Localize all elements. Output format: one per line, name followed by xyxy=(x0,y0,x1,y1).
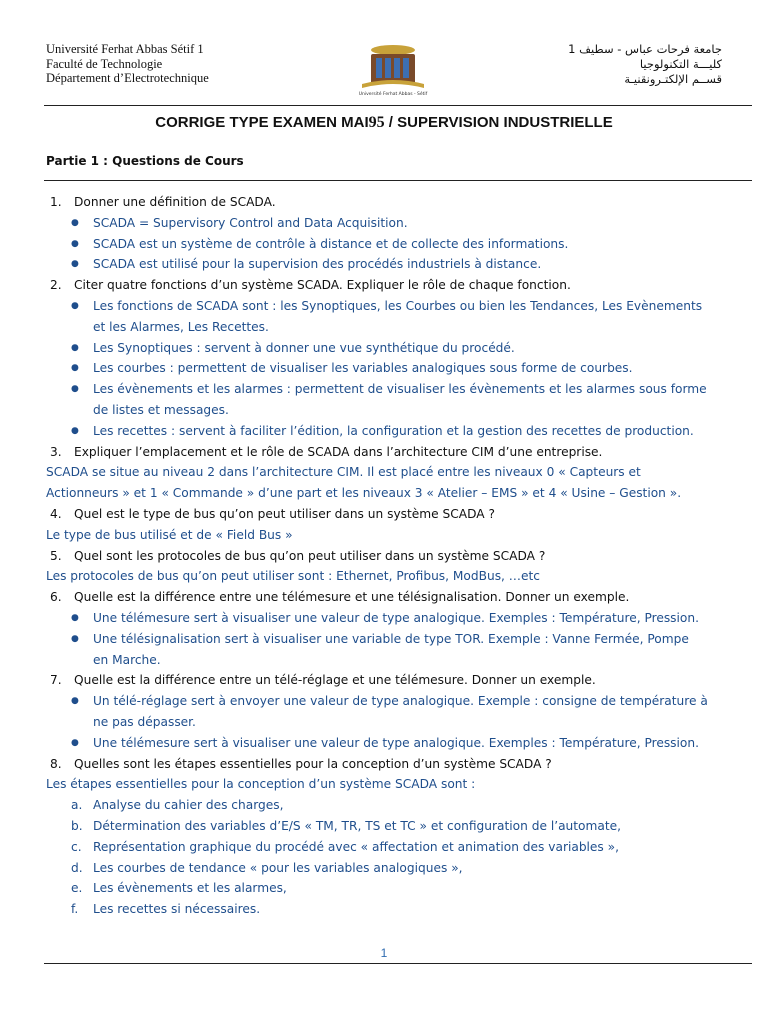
header-divider xyxy=(44,105,752,106)
step-letter: e. xyxy=(71,881,83,896)
bullet-icon: ● xyxy=(71,737,79,748)
bullet-icon: ● xyxy=(71,363,79,374)
answer-continuation xyxy=(0,317,768,338)
page-number: 1 xyxy=(380,946,388,960)
university-logo xyxy=(354,40,432,98)
step-letter: b. xyxy=(71,818,83,833)
answer-item xyxy=(0,338,768,359)
question-text: Expliquer l’emplacement et le rôle de SCADA dans l’architecture CIM d’une entreprise. xyxy=(74,444,603,459)
logo-text: Université Ferhat Abbas - Sétif xyxy=(358,92,428,97)
step-text: Les courbes de tendance « pour les variables analogiques », xyxy=(93,860,463,875)
step-item xyxy=(0,795,768,816)
answer-text: Actionneurs » et 1 « Commande » d’une part et les niveaux 3 « Atelier – EMS » et 4 « Usine – Gestion ». xyxy=(46,486,682,501)
answer-item xyxy=(0,629,768,650)
university-header-french xyxy=(46,42,209,86)
page-title xyxy=(0,114,768,132)
answer-text: Un télé-réglage sert à envoyer une valeur de type analogique. Exemple : consigne de température à xyxy=(93,694,708,709)
answer-text: Les fonctions de SCADA sont : les Synoptiques, les Courbes ou bien les Tendances, Les Evènements xyxy=(93,298,703,313)
answer-text: SCADA est un système de contrôle à distance et de collecte des informations. xyxy=(93,236,569,251)
question-text: Donner une définition de SCADA. xyxy=(74,195,276,209)
answer-item xyxy=(0,691,768,712)
section-divider xyxy=(44,180,752,181)
question-number: 1. xyxy=(50,195,62,209)
questions-list xyxy=(0,192,768,920)
answer-text: Une télésignalisation sert à visualiser une variable de type TOR. Exemple : Vanne Fermée, Pompe xyxy=(93,631,689,646)
step-item xyxy=(0,816,768,837)
answer-text: et les Alarmes, Les Recettes. xyxy=(93,319,269,334)
footer-divider xyxy=(44,963,752,964)
question-5 xyxy=(0,546,768,567)
bullet-icon: ● xyxy=(71,696,79,707)
question-8 xyxy=(0,754,768,775)
question-number: 7. xyxy=(50,673,62,688)
bullet-icon: ● xyxy=(71,612,79,623)
faculty-name: Faculté de Technologie xyxy=(46,56,163,71)
question-text: Quelle est la différence entre un télé-réglage et une télémesure. Donner un exemple. xyxy=(74,673,596,688)
logo-banner xyxy=(371,45,415,55)
question-number: 6. xyxy=(50,590,62,605)
question-4 xyxy=(0,504,768,525)
step-letter: d. xyxy=(71,860,83,875)
question-text: Quel est le type de bus qu’on peut utiliser dans un système SCADA ? xyxy=(74,506,495,521)
title-part-3: / SUPERVISION INDUSTRIELLE xyxy=(384,114,613,131)
step-item xyxy=(0,878,768,899)
bullet-icon: ● xyxy=(71,384,79,395)
step-text: Représentation graphique du procédé avec « affectation et animation des variables », xyxy=(93,839,619,854)
answer-item xyxy=(0,379,768,400)
answer-text: SCADA est utilisé pour la supervision des procédés industriels à distance. xyxy=(93,257,542,272)
question-3 xyxy=(0,442,768,463)
answer-text: Une télémesure sert à visualiser une valeur de type analogique. Exemples : Température, Pression. xyxy=(93,610,699,625)
title-part-1: CORRIGE TYPE EXAMEN MAI xyxy=(155,114,369,131)
question-number: 8. xyxy=(50,756,62,771)
bullet-icon: ● xyxy=(71,425,79,436)
answer-text: SCADA se situe au niveau 2 dans l’architecture CIM. Il est placé entre les niveaux 0 « Capteurs et xyxy=(46,465,641,480)
section-heading: Partie 1 : Questions de Cours xyxy=(46,154,244,168)
answer-item xyxy=(0,254,768,275)
answer-paragraph xyxy=(0,774,768,795)
question-text: Quelle est la différence entre une télémesure et une télésignalisation. Donner un exemple. xyxy=(74,590,630,605)
question-number: 5. xyxy=(50,548,62,563)
answer-text: Le type de bus utilisé et de « Field Bus » xyxy=(46,527,293,542)
step-text: Les évènements et les alarmes, xyxy=(93,881,287,896)
step-text: Les recettes si nécessaires. xyxy=(93,902,261,917)
step-text: Analyse du cahier des charges, xyxy=(93,798,284,813)
step-text: Détermination des variables d’E/S « TM, TR, TS et TC » et configuration de l’automate, xyxy=(93,818,622,833)
university-name: Université Ferhat Abbas Sétif 1 xyxy=(46,42,204,56)
answer-item xyxy=(0,234,768,255)
answer-item xyxy=(0,733,768,754)
step-letter: a. xyxy=(71,798,83,813)
answer-item xyxy=(0,608,768,629)
bullet-icon: ● xyxy=(71,217,79,228)
question-7 xyxy=(0,670,768,691)
question-text: Quelles sont les étapes essentielles pour la conception d’un système SCADA ? xyxy=(74,756,552,771)
answer-paragraph xyxy=(0,566,768,587)
answer-text: Les protocoles de bus qu’on peut utiliser sont : Ethernet, Profibus, ModBus, …etc xyxy=(46,569,540,584)
step-item xyxy=(0,837,768,858)
question-number: 3. xyxy=(50,444,62,459)
university-header-arabic xyxy=(568,42,722,87)
logo-window xyxy=(385,58,391,78)
answer-paragraph xyxy=(0,483,768,504)
department-name: Département d’Electrotechnique xyxy=(46,71,209,85)
question-number: 2. xyxy=(50,278,62,293)
logo-window xyxy=(394,58,400,78)
answer-paragraph xyxy=(0,462,768,483)
answer-text: ne pas dépasser. xyxy=(93,714,196,729)
question-text: Quel sont les protocoles de bus qu’on peut utiliser dans un système SCADA ? xyxy=(74,548,546,563)
answer-text: en Marche. xyxy=(93,652,161,667)
bullet-icon: ● xyxy=(71,342,79,353)
answer-item xyxy=(0,213,768,234)
answer-text: Les étapes essentielles pour la conception d’un système SCADA sont : xyxy=(46,777,476,792)
answer-text: Les courbes : permettent de visualiser les variables analogiques sous forme de courbes. xyxy=(93,361,633,376)
answer-continuation xyxy=(0,400,768,421)
step-item xyxy=(0,858,768,879)
logo-window xyxy=(376,58,382,78)
answer-text: Les Synoptiques : servent à donner une vue synthétique du procédé. xyxy=(93,340,515,355)
answer-item xyxy=(0,296,768,317)
bullet-icon: ● xyxy=(71,259,79,270)
answer-continuation xyxy=(0,650,768,671)
question-number: 4. xyxy=(50,506,62,521)
title-part-2: 95 xyxy=(368,114,385,131)
answer-text: Une télémesure sert à visualiser une valeur de type analogique. Exemples : Température, Pression. xyxy=(93,735,699,750)
answer-text: SCADA = Supervisory Control and Data Acquisition. xyxy=(93,215,408,230)
logo-window xyxy=(403,58,409,78)
answer-paragraph xyxy=(0,525,768,546)
answer-text: Les évènements et les alarmes : permettent de visualiser les évènements et les alarmes sous forme xyxy=(93,382,707,397)
answer-item xyxy=(0,421,768,442)
bullet-icon: ● xyxy=(71,300,79,311)
answer-text: de listes et messages. xyxy=(93,402,229,417)
university-name-arabic: جامعة فرحات عباس - سطيف 1 xyxy=(568,42,722,56)
question-6 xyxy=(0,587,768,608)
bullet-icon: ● xyxy=(71,633,79,644)
question-2 xyxy=(0,275,768,296)
question-1 xyxy=(0,192,768,213)
faculty-name-arabic: كليـــة التكنولوجيا xyxy=(639,57,722,71)
answer-item xyxy=(0,358,768,379)
step-item xyxy=(0,899,768,920)
step-letter: c. xyxy=(71,839,82,854)
answer-text: Les recettes : servent à faciliter l’édition, la configuration et la gestion des recettes de production. xyxy=(93,423,694,438)
bullet-icon: ● xyxy=(71,238,79,249)
question-text: Citer quatre fonctions d’un système SCADA. Expliquer le rôle de chaque fonction. xyxy=(74,278,571,293)
step-letter: f. xyxy=(71,902,79,917)
answer-continuation xyxy=(0,712,768,733)
department-name-arabic: قســم الإلكتـرونقنيـة xyxy=(624,72,722,86)
